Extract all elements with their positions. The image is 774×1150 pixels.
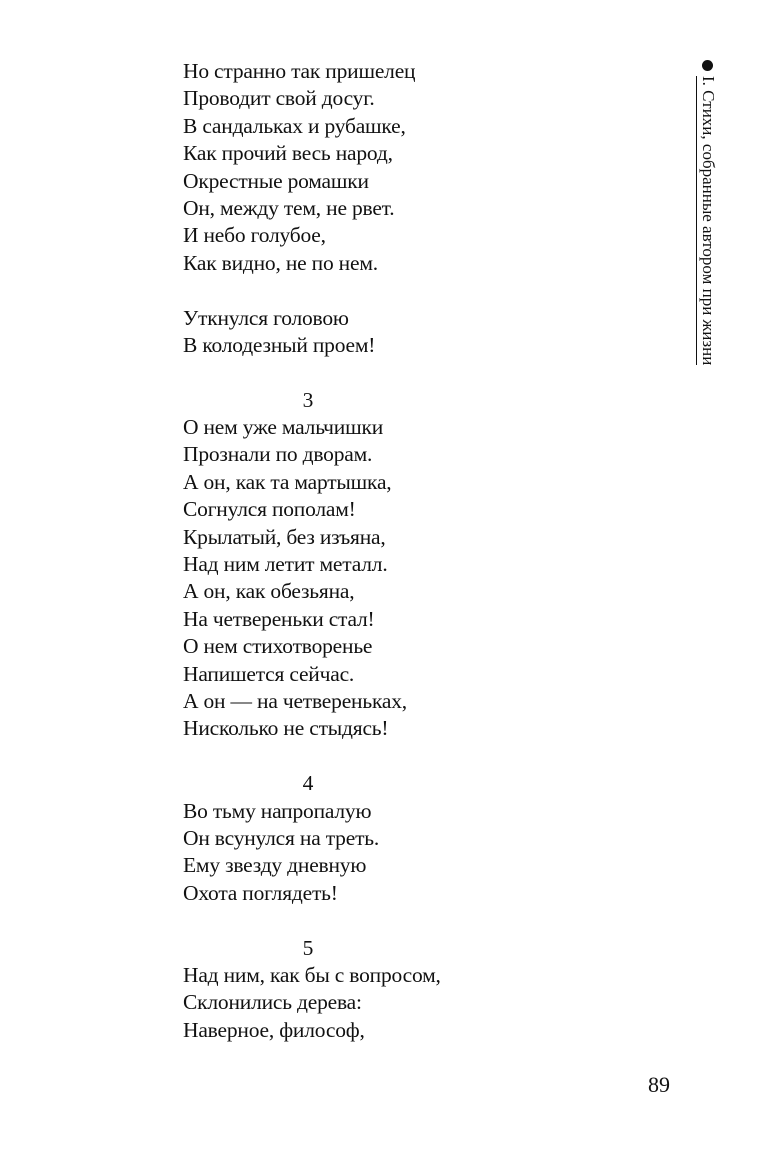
stanza-b — [183, 305, 603, 360]
poem-line: На четвереньки стал! — [183, 606, 375, 631]
poem-line: О нем стихотворенье — [183, 634, 373, 659]
poem-line: Нисколько не стыдясь! — [183, 716, 389, 741]
poem-line: А он — на четвереньках, — [183, 688, 407, 713]
stanza-a — [183, 58, 603, 277]
poem-line: Склонились дерева: — [183, 990, 362, 1015]
running-head — [696, 60, 720, 400]
poem-line: А он, как та мартышка, — [183, 469, 392, 494]
section-3 — [183, 387, 603, 743]
stanza-break — [183, 277, 603, 304]
poem-line: Согнулся пополам! — [183, 497, 356, 522]
poem-line: О нем уже мальчишки — [183, 415, 383, 440]
poem-line: И небо голубое, — [183, 223, 326, 248]
poem-line: А он, как обезьяна, — [183, 579, 355, 604]
poem-line: Над ним, как бы с вопросом, — [183, 962, 441, 987]
stanza-break — [183, 359, 603, 386]
poem-line: Охота поглядеть! — [183, 880, 338, 905]
section-number: 3 — [302, 387, 314, 412]
section-5 — [183, 935, 603, 1045]
poem-line: Уткнулся головою — [183, 305, 349, 330]
poem-line: Он, между тем, не рвет. — [183, 195, 395, 220]
poem-line: Над ним летит металл. — [183, 552, 388, 577]
poem-line: Окрестные ромашки — [183, 168, 369, 193]
bullet-icon — [703, 60, 714, 71]
stanza-break — [183, 743, 603, 770]
poem-text — [183, 58, 603, 1044]
poem-line: В колодезный проем! — [183, 332, 376, 357]
poem-line: Во тьму напропалую — [183, 798, 372, 823]
stanza-break — [183, 907, 603, 934]
poem-line: Как видно, не по нем. — [183, 250, 378, 275]
section-4 — [183, 770, 603, 907]
poem-line: Он всунулся на треть. — [183, 825, 380, 850]
poem-line: Но странно так пришелец — [183, 59, 416, 83]
section-number: 5 — [302, 935, 314, 960]
poem-line: Напишется сейчас. — [183, 661, 355, 686]
poem-line: Прознали по дворам. — [183, 442, 373, 467]
poem-line: Как прочий весь народ, — [183, 141, 393, 166]
poem-line: Крылатый, без изъяна, — [183, 524, 386, 549]
poem-line: Проводит свой досуг. — [183, 86, 375, 111]
section-number: 4 — [302, 771, 314, 796]
poem-line: Наверное, философ, — [183, 1017, 365, 1042]
poem-line: В сандальках и рубашке, — [183, 113, 406, 138]
poem-line: Ему звезду дневную — [183, 853, 367, 878]
running-head-text: I. Стихи, собранные автором при жизни — [697, 76, 720, 365]
page-number: 89 — [648, 1072, 670, 1097]
